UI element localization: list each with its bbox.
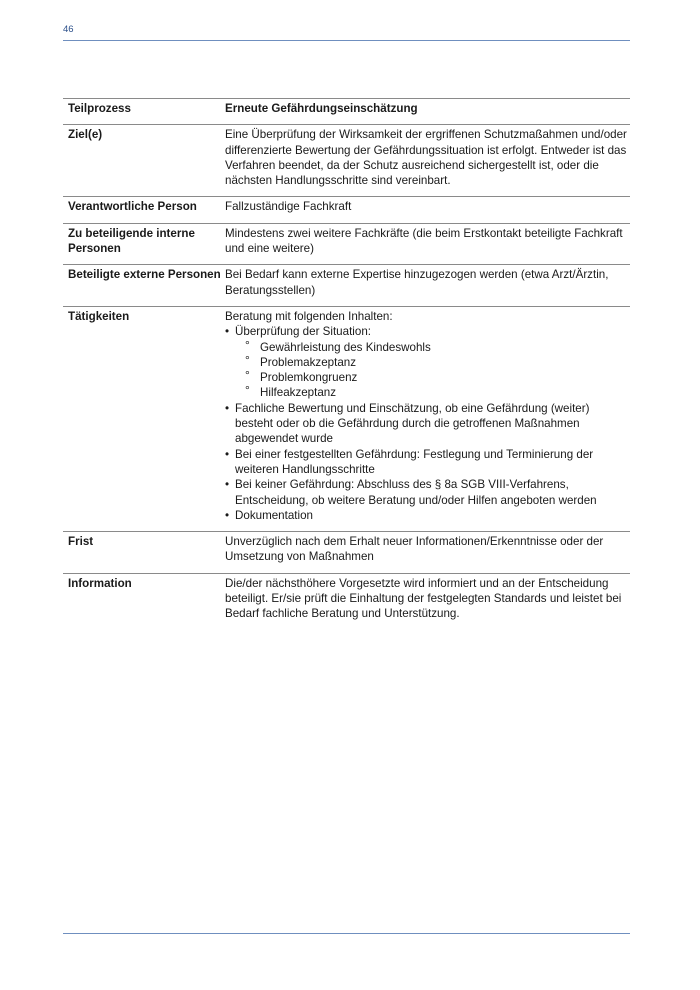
situation-sublist: [235, 340, 630, 401]
activities-list: [225, 324, 630, 523]
header-content: Erneute Gefährdungseinschätzung: [225, 102, 418, 115]
sub-list-item: ° Gewährleistung des Kindeswohls: [235, 340, 630, 355]
row-label: Tätigkeiten: [68, 309, 130, 323]
list-item: [225, 324, 630, 400]
row-content: Fallzuständige Fachkraft: [225, 200, 352, 214]
process-table: [63, 98, 630, 630]
row-label: Beteiligte externe Personen: [68, 268, 221, 282]
row-label: Verantwortliche Person: [68, 200, 197, 214]
table-row-verantwortliche-person: [63, 197, 630, 223]
table-row-information: [63, 574, 630, 630]
table-row-interne-personen: [63, 224, 630, 266]
row-content: Mindestens zwei weitere Fachkräfte (die beim Erstkontakt beteiligte Fachkraft und eine weitere): [225, 226, 623, 256]
table-row-taetigkeiten: [63, 307, 630, 532]
row-label: Ziel(e): [68, 128, 103, 142]
row-content: [225, 309, 630, 523]
header-label: Teilprozess: [68, 102, 131, 115]
list-item: • Bei keiner Gefährdung: Abschluss des § 8a SGB VIII-Verfahrens, Entscheidung, ob weitere Beratung und/oder Hilfen angeboten werden: [225, 477, 630, 508]
row-label: Zu beteiligende interne Personen: [68, 226, 195, 256]
row-content: Die/der nächsthöhere Vorgesetzte wird informiert und an der Entscheidung beteiligt. Er/sie prüft die Einhaltung der festgelegten Standards und leistet bei Bedarf fachliche Beratung und Unterstützung.: [225, 576, 622, 621]
sub-list-item: ° Problemakzeptanz: [235, 355, 630, 370]
row-content: Unverzüglich nach dem Erhalt neuer Informationen/Erkenntnisse oder der Umsetzung von Maßnahmen: [225, 535, 604, 564]
sub-list-item: ° Hilfeakzeptanz: [235, 385, 630, 400]
table-header-row: [63, 99, 630, 125]
row-label: Frist: [68, 535, 94, 549]
activities-intro: Beratung mit folgenden Inhalten:: [225, 309, 393, 323]
list-item-text: Überprüfung der Situation:: [235, 325, 371, 339]
sub-list-item: ° Problemkongruenz: [235, 370, 630, 385]
table-row-frist: [63, 532, 630, 574]
table-row-externe-personen: [63, 265, 630, 307]
list-item: • Dokumentation: [225, 508, 630, 523]
header-rule: [63, 40, 630, 41]
row-label: Information: [68, 576, 132, 590]
footer-rule: [63, 933, 630, 934]
table-row-ziele: [63, 125, 630, 197]
list-item: • Fachliche Bewertung und Einschätzung, ob eine Gefährdung (weiter) besteht oder ob die Gefährdung durch die getroffenen Maßnahmen abgewendet wurde: [225, 401, 630, 447]
row-content: Bei Bedarf kann externe Expertise hinzugezogen werden (etwa Arzt/Ärztin, Beratungsstellen): [225, 268, 609, 297]
row-content: Eine Überprüfung der Wirksamkeit der ergriffenen Schutzmaßahmen und/oder differenzierte Bewertung der Gefährdungssituation ist erfolgt. Entweder ist das Verfahren beendet, da der Schutz ausreichend sichergestellt ist, oder die nächsten Handlungsschritte sind vereinbart.: [225, 128, 627, 188]
list-item: • Bei einer festgestellten Gefährdung: Festlegung und Terminierung der weiteren Handlungsschritte: [225, 447, 630, 478]
page-number: 46: [63, 24, 74, 35]
